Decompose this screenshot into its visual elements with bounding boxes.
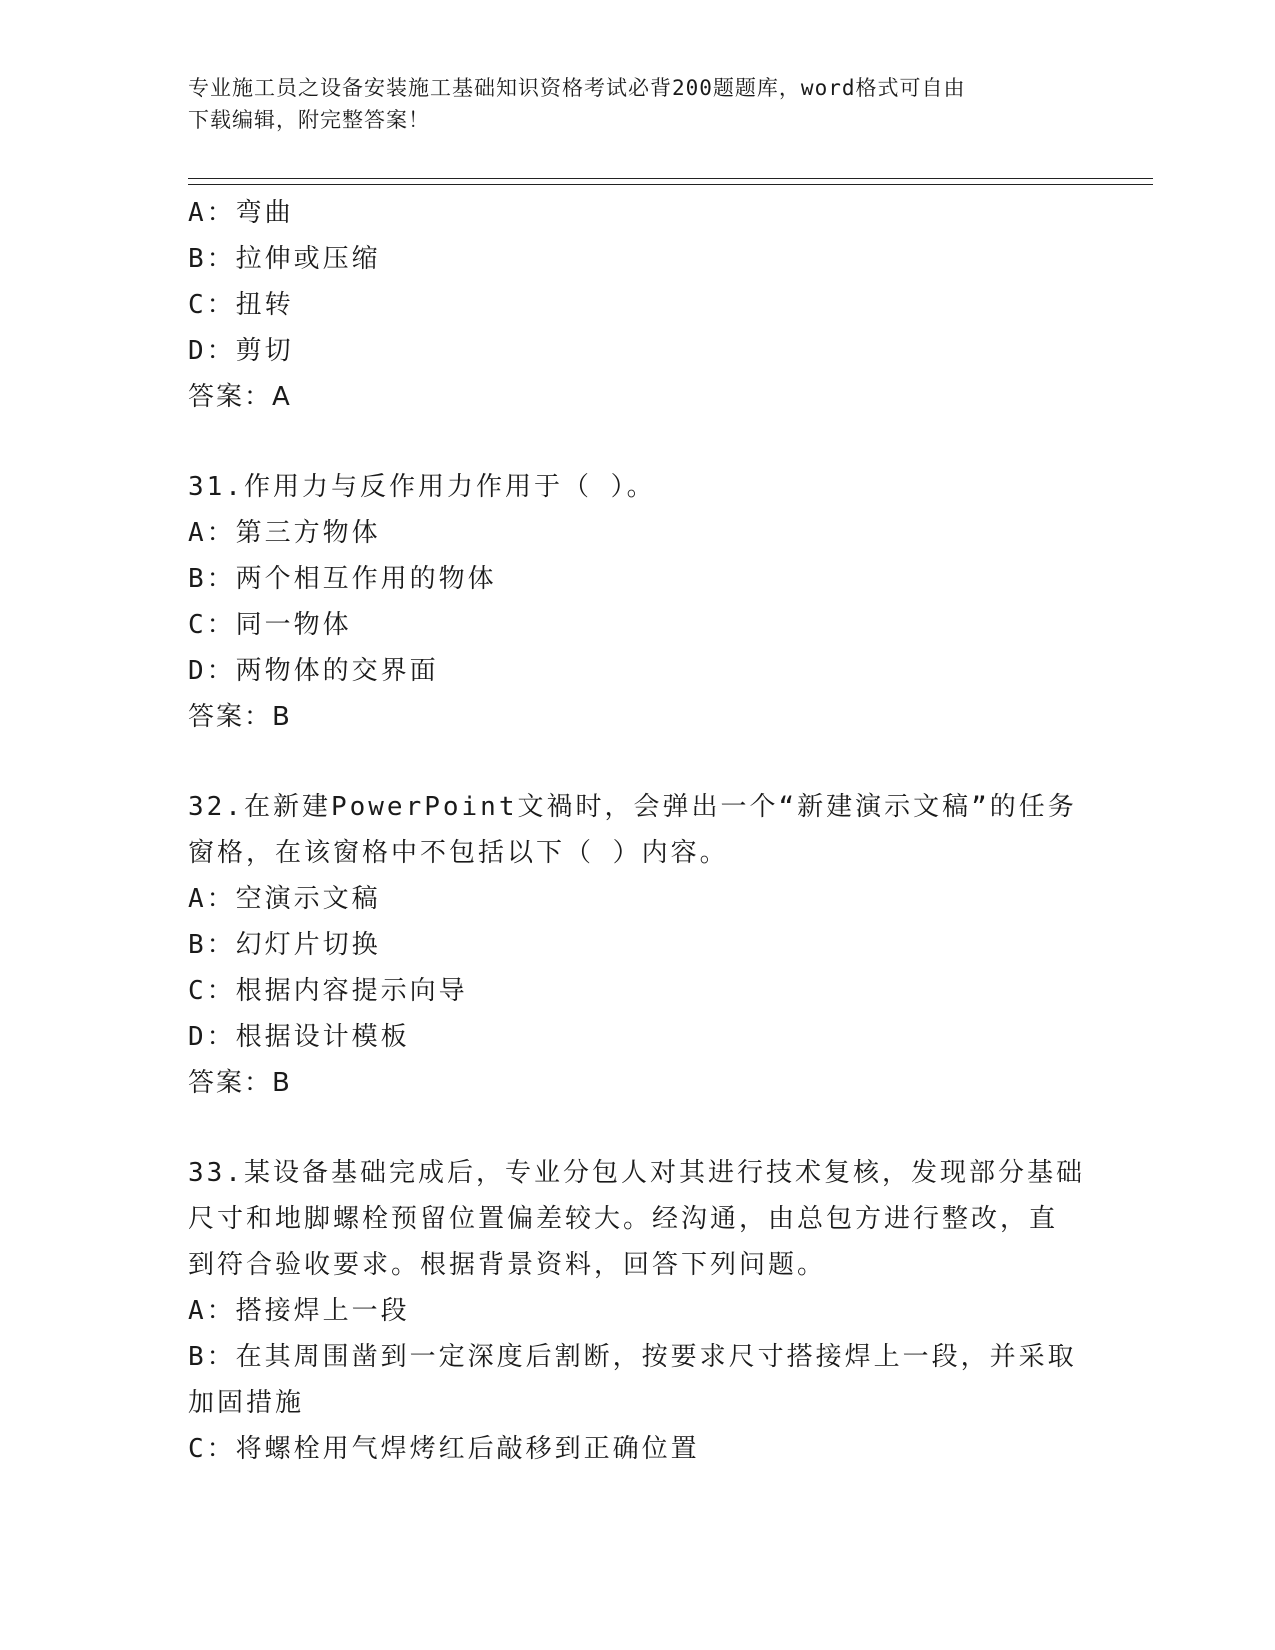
question-30 bbox=[188, 190, 1088, 420]
option-a: A：搭接焊上一段 bbox=[188, 1296, 410, 1326]
option-a: A：第三方物体 bbox=[188, 518, 381, 548]
question-text-line-1: 33.某设备基础完成后，专业分包人对其进行技术复核，发现部分基础 bbox=[188, 1158, 1085, 1188]
option-b: B：幻灯片切换 bbox=[188, 930, 381, 960]
option-b-line-2: 加固措施 bbox=[188, 1388, 305, 1418]
option-c: C：根据内容提示向导 bbox=[188, 976, 468, 1006]
option-b-line-1: B：在其周围凿到一定深度后割断，按要求尺寸搭接焊上一段，并采取 bbox=[188, 1342, 1077, 1372]
option-a: A：空演示文稿 bbox=[188, 884, 381, 914]
answer-line: 答案：A bbox=[188, 382, 292, 412]
option-b: B：拉伸或压缩 bbox=[188, 244, 381, 274]
header-divider-top bbox=[188, 178, 1153, 179]
option-d: D：根据设计模板 bbox=[188, 1022, 410, 1052]
question-32 bbox=[188, 784, 1088, 1106]
option-c: C：扭转 bbox=[188, 290, 294, 320]
answer-line: 答案：B bbox=[188, 1068, 292, 1098]
option-c: C：同一物体 bbox=[188, 610, 352, 640]
option-d: D：两物体的交界面 bbox=[188, 656, 439, 686]
header-divider-bottom bbox=[188, 184, 1153, 185]
question-text-line-1: 32.在新建PowerPoint文禍时，会弹出一个“新建演示文稿”的任务 bbox=[188, 792, 1077, 822]
header-line-1: 专业施工员之设备安装施工基础知识资格考试必背200题题库，word格式可自由 bbox=[188, 76, 966, 100]
question-33 bbox=[188, 1150, 1088, 1472]
option-b: B：两个相互作用的物体 bbox=[188, 564, 497, 594]
document-header bbox=[188, 72, 1068, 136]
question-text-line-2: 尺寸和地脚螺栓预留位置偏差较大。经沟通，由总包方进行整改，直 bbox=[188, 1204, 1059, 1234]
answer-line: 答案：B bbox=[188, 702, 292, 732]
header-line-2: 下载编辑，附完整答案！ bbox=[188, 108, 430, 132]
question-text-line-3: 到符合验收要求。根据背景资料，回答下列问题。 bbox=[188, 1250, 827, 1280]
option-a: A：弯曲 bbox=[188, 198, 294, 228]
question-list bbox=[188, 190, 1088, 1472]
option-d: D：剪切 bbox=[188, 336, 294, 366]
question-text: 31.作用力与反作用力作用于（ ）。 bbox=[188, 472, 656, 502]
option-c: C：将螺栓用气焊烤红后敲移到正确位置 bbox=[188, 1434, 700, 1464]
question-31 bbox=[188, 464, 1088, 740]
question-text-line-2: 窗格，在该窗格中不包括以下（ ）内容。 bbox=[188, 838, 729, 868]
